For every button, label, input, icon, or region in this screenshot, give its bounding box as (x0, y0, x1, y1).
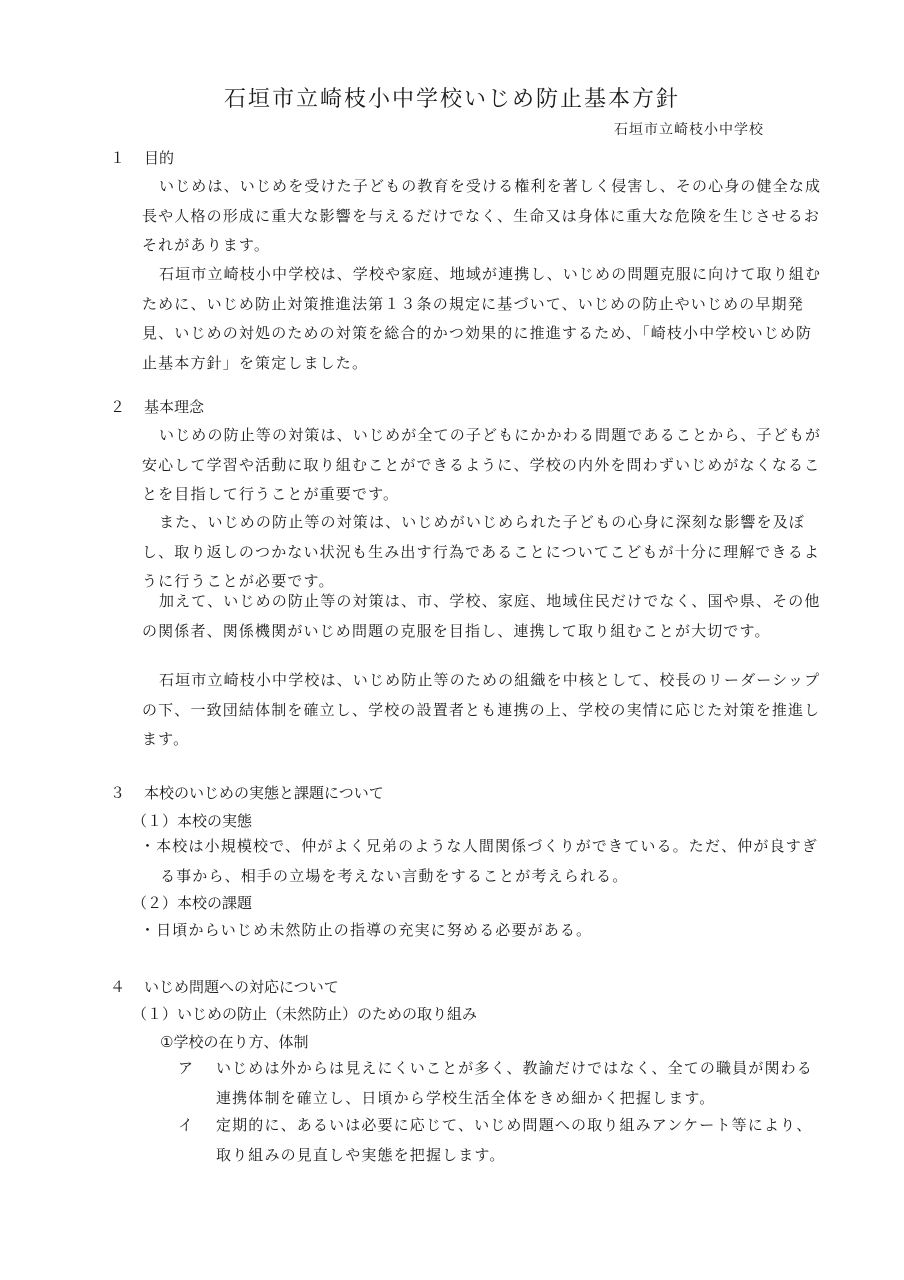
section-number: １ (110, 149, 126, 167)
paragraph: いじめの防止等の対策は、いじめが全ての子どもにかかわる問題であることから、子どもが安心して学習や活動に取り組むことができるように、学校の内外を問わずいじめがなくなることを目指して行うことが重要です。 (142, 426, 822, 503)
item-marker: イ (178, 1116, 195, 1134)
section-heading (110, 148, 174, 168)
school-name: 石垣市立崎枝小中学校 (614, 122, 764, 138)
paragraph: 石垣市立崎枝小中学校は、学校や家庭、地域が連携し、いじめの問題克服に向けて取り組むために、いじめ防止対策推進法第１３条の規定に基づいて、いじめの防止やいじめの早期発見、いじめの対処のための対策を総合的かつ効果的に推進するため、「崎枝小中学校いじめ防止基本方針」を策定しました。 (142, 265, 822, 372)
section-heading (110, 783, 384, 803)
paragraph: いじめは、いじめを受けた子どもの教育を受ける権利を著しく侵害し、その心身の健全な成長や人格の形成に重大な影響を与えるだけでなく、生命又は身体に重大な危険を生じさせるおそれがあります。 (142, 177, 822, 254)
paragraph: また、いじめの防止等の対策は、いじめがいじめられた子どもの心身に深刻な影響を及ぼし、取り返しのつかない状況も生み出す行為であることについてこどもが十分に理解できるように行うことが必要です。 (142, 513, 821, 590)
subsection-label: （１）本校の実態 (132, 812, 253, 830)
item-text: 定期的に、あるいは必要に応じて、いじめ問題への取り組みアンケート等により、取り組みの見直しや実態を把握します。 (216, 1116, 813, 1164)
numbered-label: ①学校の在り方、体制 (160, 1033, 309, 1051)
list-item (178, 1054, 828, 1113)
section-heading (110, 397, 204, 417)
document-title: 石垣市立崎枝小中学校いじめ防止基本方針 (223, 87, 680, 112)
section-title: 基本理念 (144, 398, 205, 416)
section-number: ３ (110, 784, 126, 802)
item-text: いじめは外からは見えにくいことが多く、教諭だけではなく、全ての職員が関わる連携体制を確立し、日頃から学校生活全体をきめ細かく把握します。 (216, 1059, 813, 1107)
paragraph: 加えて、いじめの防止等の対策は、市、学校、家庭、地域住民だけでなく、国や県、その他の関係者、関係機関がいじめ問題の克服を目指し、連携して取り組むことが大切です。 (142, 592, 821, 640)
bullet-item: ・日頃からいじめ未然防止の指導の充実に努める必要がある。 (140, 921, 593, 939)
item-marker: ア (178, 1059, 195, 1077)
section-heading (110, 977, 339, 997)
section-title: いじめ問題への対応について (144, 978, 339, 996)
subsection-label: （２）本校の課題 (132, 894, 253, 912)
section-title: 本校のいじめの実態と課題について (144, 784, 384, 802)
subsection-label: （１）いじめの防止（未然防止）のための取り組み (132, 1005, 478, 1023)
section-title: 目的 (144, 149, 175, 167)
list-item (178, 1111, 828, 1170)
section-number: ２ (110, 398, 126, 416)
paragraph: 石垣市立崎枝小中学校は、いじめ防止等のための組織を中核として、校長のリーダーシップの下、一致団結体制を確立し、学校の設置者とも連携の上、学校の実情に応じた対策を推進します。 (142, 671, 821, 748)
section-number: ４ (110, 978, 126, 996)
bullet-item: ・本校は小規模校で、仲がよく兄弟のような人間関係づくりができている。ただ、仲が良すぎる事から、相手の立場を考えない言動をすることが考えられる。 (140, 837, 819, 885)
